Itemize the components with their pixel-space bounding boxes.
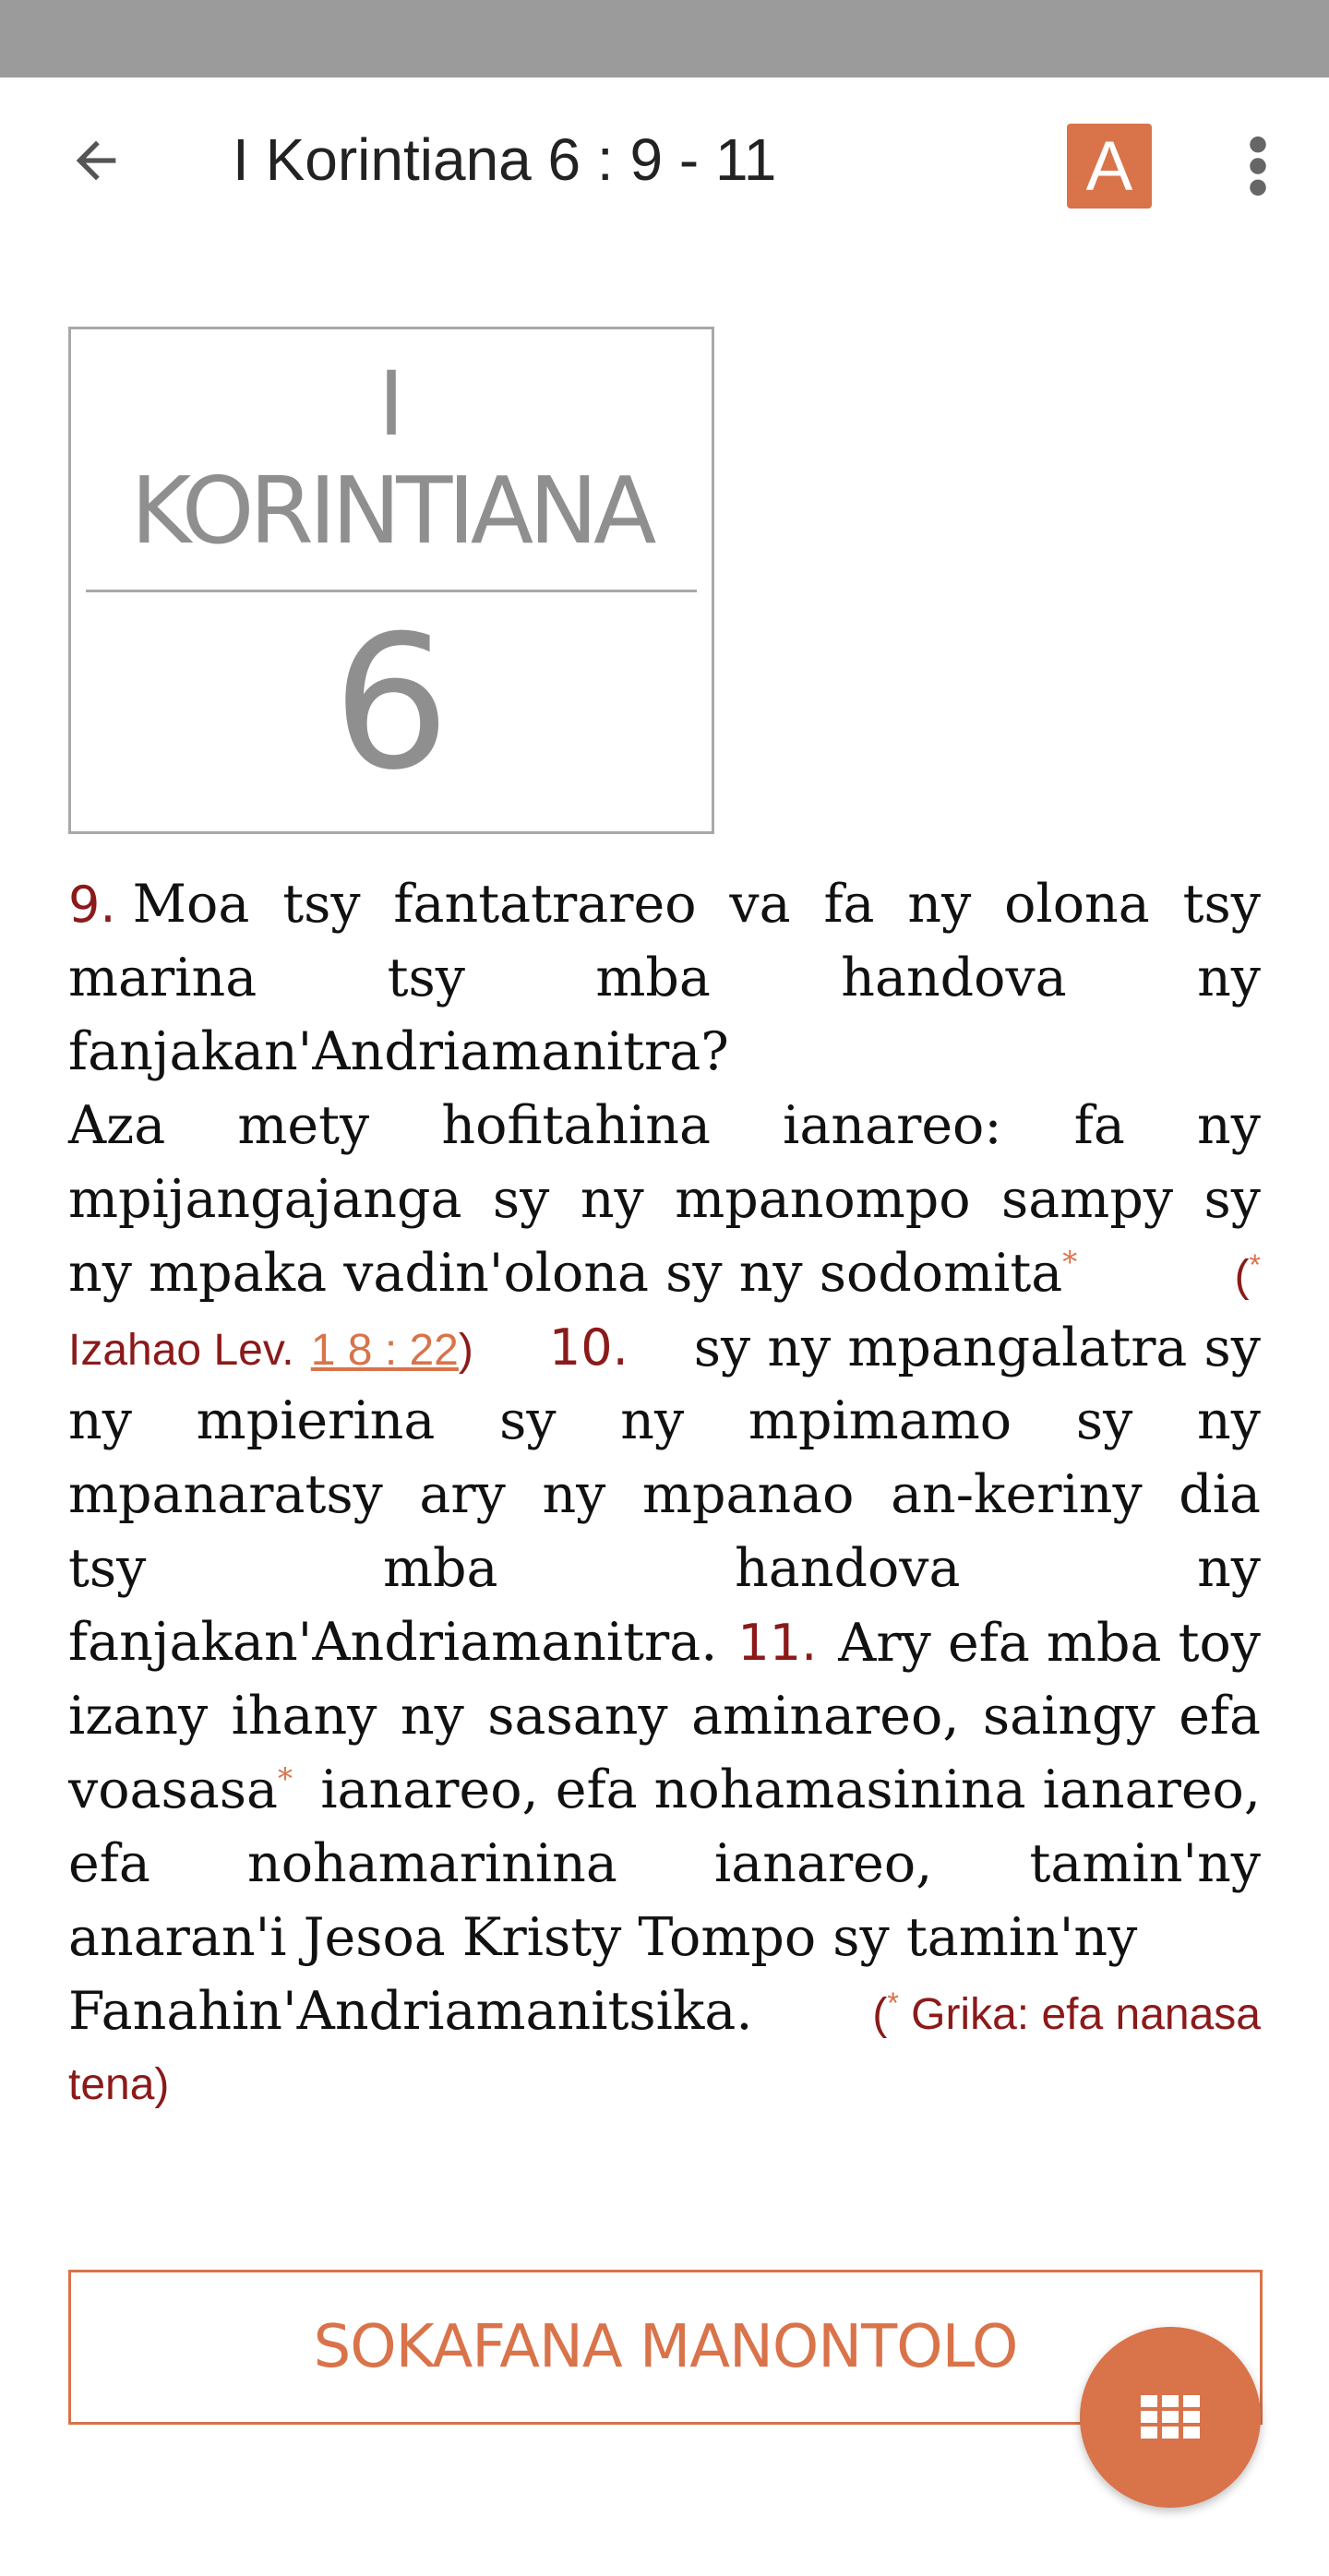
- font-size-button[interactable]: A: [1067, 124, 1152, 209]
- verse-line: [68, 2048, 1261, 2122]
- verse-line: fanjakan'Andriamanitra?: [68, 1021, 729, 1082]
- verse-text: [68, 867, 1261, 2122]
- verse-line: marina tsy mba handova ny: [68, 948, 1261, 1008]
- verse-10-start: 10. sy ny mpangalatra sy: [549, 1311, 1261, 1385]
- back-button[interactable]: [52, 116, 140, 205]
- open-full-chapter-button[interactable]: SOKAFANA MANONTOLO: [68, 2270, 1263, 2425]
- verse-line: fanjakan'Andriamanitra. 11. Ary efa mba toy: [68, 1605, 1261, 1679]
- arrow-left-icon: [66, 131, 126, 190]
- verse-line: izany ihany ny sasany aminareo, saingy efa: [68, 1686, 1261, 1747]
- verse-line: mpijangajanga sy ny mpanompo sampy sy: [68, 1169, 1261, 1230]
- verse-number-9: 9.: [68, 876, 116, 934]
- verse-number-10: 10.: [548, 1318, 629, 1377]
- footnote-open: (*: [1234, 1248, 1261, 1301]
- verse-line: voasasa* ianareo, efa nohamasinina ianareo,: [68, 1759, 1261, 1820]
- verse-line: 9. Moa tsy fantatrareo va fa ny olona tsy: [68, 874, 1261, 935]
- verse-line: anaran'i Jesoa Kristy Tompo sy tamin'ny: [68, 1907, 1138, 1968]
- verse-line: tsy mba handova ny: [68, 1538, 1261, 1599]
- verse-line: ny mpaka vadin'olona sy ny sodomita* (*: [68, 1236, 1261, 1310]
- verse-line: Izahao Lev. 1 8 : 22) 10. sy ny mpangalatra sy: [68, 1310, 1261, 1384]
- footnote-text: (* Grika: efa nanasa: [872, 1986, 1261, 2039]
- chapter-divider: [86, 590, 697, 592]
- cross-reference-link[interactable]: 1 8 : 22: [310, 1326, 459, 1375]
- chapter-heading-box: [68, 327, 714, 834]
- footnote-marker[interactable]: *: [1062, 1245, 1078, 1280]
- app-bar: [0, 78, 1329, 258]
- footnote-text: tena): [68, 2060, 170, 2109]
- verse-line: efa nohamarinina ianareo, tamin'ny: [68, 1833, 1261, 1894]
- verse-number-11: 11.: [737, 1614, 818, 1672]
- book-number: I: [377, 352, 405, 456]
- page-title: I Korintiana 6 : 9 - 11: [233, 126, 777, 193]
- verse-line: Aza mety hofitahina ianareo: fa ny: [68, 1095, 1261, 1156]
- footnote-text: Izahao Lev.: [68, 1326, 294, 1375]
- more-vertical-icon: [1247, 134, 1269, 198]
- status-bar: [0, 0, 1329, 78]
- grid-menu-button[interactable]: [1080, 2327, 1261, 2508]
- book-name: KORINTIANA: [130, 457, 653, 565]
- verse-line: Fanahin'Andriamanitsika. (* Grika: efa nanasa: [68, 1974, 1261, 2048]
- footnote-marker[interactable]: *: [277, 1761, 293, 1796]
- verse-line: ny mpierina sy ny mpimamo sy ny: [68, 1390, 1261, 1451]
- verse-line: mpanaratsy ary ny mpanao an-keriny dia: [68, 1464, 1261, 1525]
- verse-11-start: 11. Ary efa mba toy: [737, 1606, 1261, 1680]
- grid-icon: [1141, 2395, 1200, 2439]
- chapter-number: 6: [332, 596, 450, 811]
- more-options-button[interactable]: [1227, 120, 1288, 212]
